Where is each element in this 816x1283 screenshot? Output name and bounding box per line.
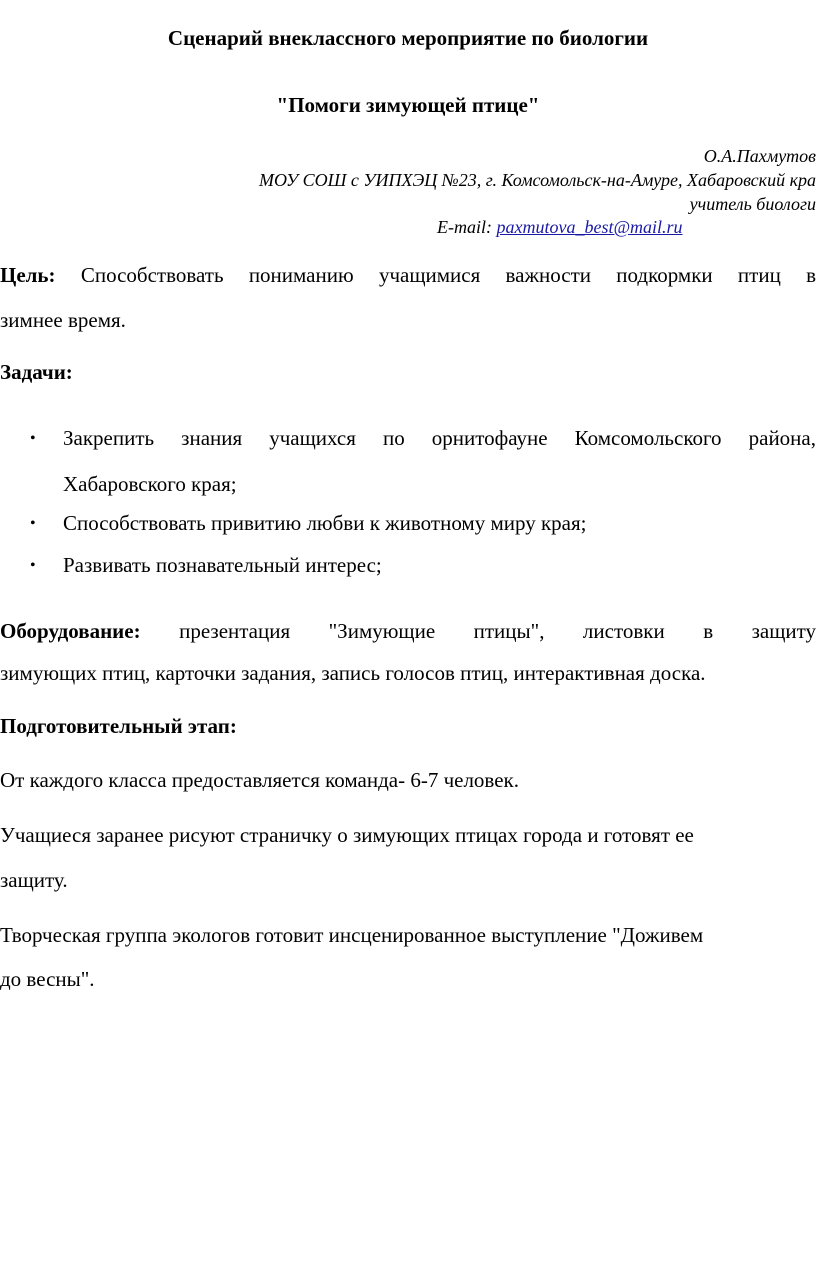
preparation-label: Подготовительный этап:: [0, 714, 237, 738]
author-name: О.А.Пахмутов: [703, 146, 816, 166]
equipment-label: Оборудование:: [0, 619, 141, 643]
preparation-paragraph-2-line-1: Учащиеся заранее рисуют страничку о зимующих птицах города и готовят ее: [0, 823, 694, 847]
bullet-icon: •: [30, 557, 36, 574]
preparation-paragraph-1: От каждого класса предоставляется команда- 6-7 человек.: [0, 768, 519, 792]
task-item-1-line-1: Закрепить знания учащихся по орнитофауне Комсомольского района,: [63, 426, 816, 450]
goal-text: Способствовать пониманию учащимися важности подкормки птиц в: [80, 263, 816, 287]
bullet-icon: •: [30, 515, 36, 532]
tasks-label: Задачи:: [0, 360, 73, 384]
email-line: [437, 217, 683, 238]
email-label: E-mail:: [437, 217, 497, 237]
goal-line-1: [0, 252, 816, 299]
equipment-text: презентация "Зимующие птицы", листовки в защиту: [179, 619, 816, 643]
school-info: МОУ СОШ с УИПХЭЦ №23, г. Комсомольск-на-Амуре, Хабаровский кра: [259, 170, 816, 190]
task-item-2: Способствовать привитию любви к животному миру края;: [63, 511, 587, 535]
goal-label: Цель:: [0, 263, 56, 287]
preparation-paragraph-3-line-2: до весны".: [0, 967, 95, 991]
goal-line-2: зимнее время.: [0, 308, 126, 332]
task-item-1-line-2: Хабаровского края;: [63, 472, 237, 496]
equipment-line-2: зимующих птиц, карточки задания, запись голосов птиц, интерактивная доска.: [0, 661, 706, 685]
email-link[interactable]: paxmutova_best@mail.ru: [496, 217, 683, 237]
document-title: Сценарий внеклассного мероприятие по биологии: [167, 26, 649, 50]
author-position: учитель биологи: [689, 194, 816, 214]
preparation-paragraph-3-line-1: Творческая группа экологов готовит инсценированное выступление "Доживем: [0, 923, 704, 947]
bullet-icon: •: [30, 430, 36, 447]
preparation-paragraph-2-line-2: защиту.: [0, 868, 68, 892]
equipment-line-1: [0, 608, 816, 655]
event-title: "Помоги зимующей птице": [276, 93, 540, 117]
task-item-3: Развивать познавательный интерес;: [63, 553, 382, 577]
